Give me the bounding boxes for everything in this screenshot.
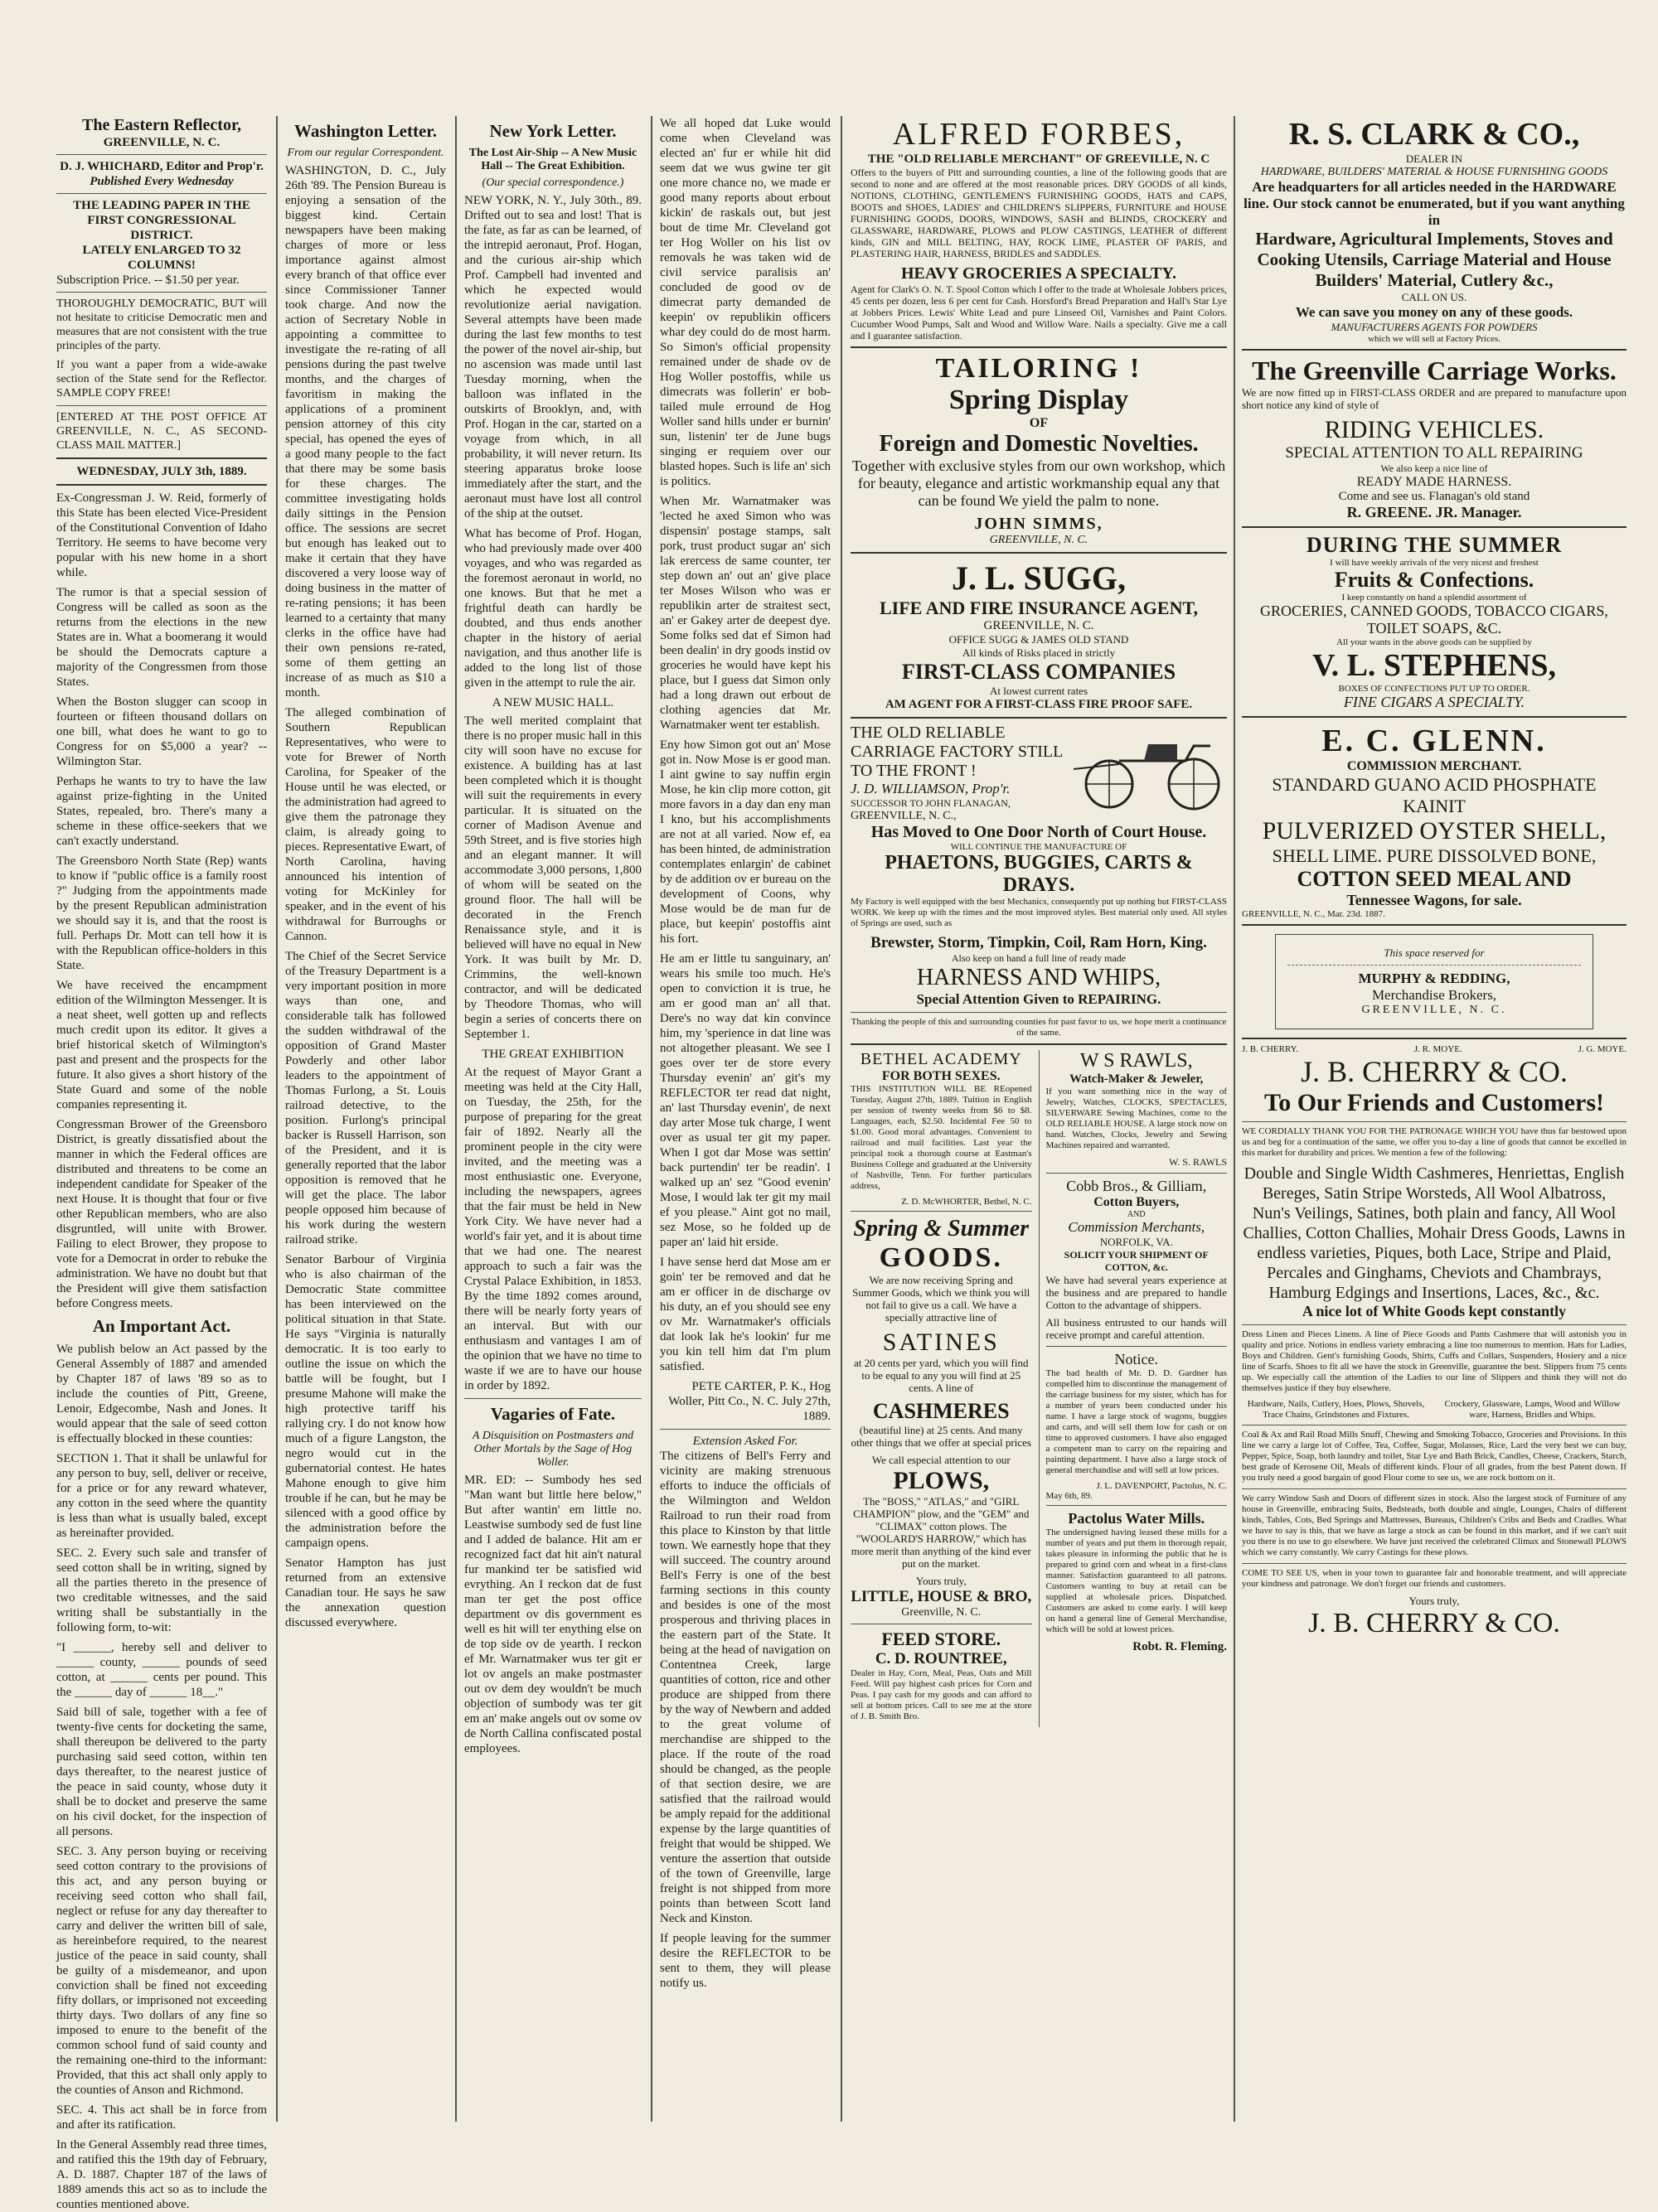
bethel-sign: Z. D. McWHORTER, Bethel, N. C.: [901, 1197, 1032, 1207]
sugg-rates: At lowest current rates: [989, 685, 1088, 697]
column-5-ads: [844, 116, 1234, 2122]
carriage-successor: SUCCESSOR TO JOHN FLANAGAN,: [851, 797, 1011, 809]
bethel-sub: FOR BOTH SEXES.: [881, 1069, 1001, 1083]
hog-woller-para: Eny how Simon got out an' Mose got in. Now Mose is er good man. I aint gwine to say nuffin ergin Mose, he kin clip more cotton, git more favors in a day dan eny man I kno, but his accomplishments are not at all varied. Now ef, ea has been hinted, de administration contemplates enlargin' de cabinet by de addition ov er bureau on the development of Coons, why Mose would be de man fur de place, but keepin' postoffis aint his fort.: [660, 738, 831, 946]
exhibition-heading: THE GREAT EXHIBITION: [482, 1048, 624, 1061]
satines: SATINES: [882, 1329, 1000, 1356]
washington-para: Senator Barbour of Virginia who is also chairman of the Democratic State committee has been interviewed on the political situation in that State. He says "Virginia is naturally democratic. It is too early to outline the issue on which the battle will be fought, but I presume Mahone will make the high protective tariff his rallying cry. I do not know how much of a figure Langston, the negro would cut in the gubernatorial contest. He hates Mahone enough to give him trouble if he can, but he may be silenced with a good office by the administration before the campaign opens.: [285, 1253, 446, 1550]
cherry-sign: J. B. CHERRY & CO.: [1308, 1608, 1560, 1638]
clark-dealer: DEALER IN: [1405, 152, 1463, 165]
gcw-title: The Greenville Carriage Works.: [1252, 356, 1617, 385]
partner-name: J. B. CHERRY.: [1242, 1044, 1298, 1054]
masthead-editor: D. J. WHICHARD, Editor and Prop'r.: [60, 160, 264, 173]
gcw-special: SPECIAL ATTENTION TO ALL REPAIRING: [1285, 444, 1583, 462]
carriage-body: My Factory is well equipped with the best Mechanics, consequently put up nothing but FIRST-CLASS WORK. We keep up with the times and the most improved styles. Best material only used. All styles of Springs are used, such as: [851, 897, 1227, 928]
carriage-factory-ad: [851, 724, 1227, 1038]
glenn-lime: SHELL LIME. PURE DISSOLVED BONE,: [1272, 845, 1597, 866]
forbes-agent: Agent for Clark's O. N. T. Spool Cotton which I offer to the trade at Wholesale Jobbers prices, 45 cents per dozen, less 6 per cent for Cash. Horsford's Bread Preparation and Hall's Star Lye at Jobbers Prices. Lewis' White Lead and pure Linseed Oil, Varnishes and Paint Colors. Cucumber Wood Pumps, Salt and Wood and Willow Ware. Nails a specialty. Give me a call and I guarantee satisfaction.: [851, 283, 1227, 341]
washington-para: Senator Hampton has just returned from an extensive Canadian tour. He says he saw the annexation question discussed everywhere.: [285, 1556, 446, 1629]
glenn-ad: [1242, 723, 1626, 919]
editorial-para: We have received the encampment edition of the Wilmington Messenger. It is a neat sheet, well gotten up and reflects much credit upon its editor. It gives a brief historical sketch of Wilmington's past and present and the prospects for the future. It also gives a short history of the State Guard and some of the noble companies representing it.: [56, 979, 267, 1111]
cashmeres: CASHMERES: [872, 1399, 1010, 1423]
editorial-para: The rumor is that a special session of Congress will be called as soon as the returns from the elections in the new States are in. What a boomerang it would be should the Democrats capture a majority of the Congressmen from those States.: [56, 586, 267, 689]
lhb-yours: Yours truly,: [915, 1575, 967, 1587]
act-para: We publish below an Act passed by the General Assembly of 1887 and amended by Chapter 187 of laws '89 so as to include the counties of Pitt, Greene, Lenoir, Edgecombe, Nash and Jones. It would appear that the sale of seed cotton is effectually blocked in these counties:: [56, 1343, 267, 1445]
act-para: Said bill of sale, together with a fee of twenty-five cents for docketing the same, shall thereupon be delivered to the party purchasing said seed cotton, within ten days thereafter, to the nearest justice of the peace in said county, whose duty it shall be to docket and preserve the same on his civil docket, for the inspection of all persons.: [56, 1706, 267, 1838]
forbes-tag: THE "OLD RELIABLE MERCHANT" OF GREEVILLE, N. C: [867, 152, 1210, 166]
spring-summer: Spring & Summer: [853, 1216, 1030, 1242]
tailoring-ad: [851, 353, 1227, 547]
rawls-ad: [1046, 1050, 1228, 1169]
clark-big: Hardware, Agricultural Implements, Stoves and Cooking Utensils, Carriage Material and House Builders' Material, Cutlery &c.,: [1255, 229, 1613, 290]
carriage-also: Also keep on hand a full line of ready made: [951, 952, 1127, 964]
feed-name: C. D. ROUNTREE,: [875, 1650, 1007, 1667]
foreign-novelties: Foreign and Domestic Novelties.: [879, 431, 1199, 457]
editorial-para: Ex-Congressman J. W. Reid, formerly of this State has been elected Vice-President of the Constitutional Convention of Idaho Territory. He seems to have become very popular with his new home in a short while.: [56, 491, 267, 579]
editorial-para: Perhaps he wants to try to have the law against prize-fighting in the United States, repealed, bro. There's many a scheme in these office-seekers that we can't exactly understand.: [56, 775, 267, 848]
left-ad-stack: [851, 1050, 1032, 1727]
carriage-springs: Brewster, Storm, Timpkin, Coil, Ram Horn, King.: [870, 934, 1207, 951]
satines-body: at 20 cents per yard, which you will find to be equal to any you will find at 25 cents. A line of: [854, 1357, 1029, 1394]
column-4: [653, 116, 837, 2122]
sugg-risks: All kinds of Risks placed in strictly: [962, 646, 1116, 659]
exhibition-para: At the request of Mayor Grant a meeting was held at the City Hall, on Tuesday, the 25th, for the purpose of preparing for the great fair of 1892. Nearly all the prominent people in the city were invited, and the meeting was a most enthusiastic one. Everyone, including the newspapers, agrees that the fair must be held in New York City. We have never had a world's fair yet, and it is about time that we had one. The nearest approach to such a fair was the Crystal Palace Exhibition, in 1853. By the time 1892 comes around, there will be nearly forty years of an interval. But with our enthusiasm and vantages I am of the opinion that we have no time to waste if we are to have our house in order by 1892.: [464, 1066, 642, 1392]
plows: PLOWS,: [893, 1467, 990, 1494]
feed-body: Dealer in Hay, Corn, Meal, Peas, Oats and Mill Feed. Will pay highest cash prices for Corn and Peas. I pay cash for my goods and can afford to sell at bottom prices. Call to see me at the store of J. B. Smith Bro.: [851, 1668, 1032, 1721]
music-hall-heading: A NEW MUSIC HALL.: [492, 696, 614, 709]
forbes-name: ALFRED FORBES,: [892, 117, 1185, 152]
sugg-first: FIRST-CLASS COMPANIES: [901, 660, 1176, 684]
masthead-place: GREENVILLE, N. C.: [103, 136, 221, 149]
cherry-groceries: Coal & Ax and Rail Road Mills Snuff, Chewing and Smoking Tobacco, Groceries and Provisions. In this line we carry a large lot of Coffee, Tea, Coffee, Sugar, Molasses, Rice, Lard the very best we can buy, Pepper, Spice, Soap, both laundry and toilet, Star Lye and Bath Brick, Candles, Cheese, Crackers, Starch, best grade of Kerosene Oil, Meals of different kinds. Flour of all grades, from the best Patent down. If you truly need a good bargain of good Flour come to see us, we are rock bottom on it.: [1242, 1430, 1626, 1483]
plows-body: The "BOSS," "ATLAS," and "GIRL CHAMPION" plow, and the "GEM" and "CLIMAX" cotton plows. The "WOOLARD'S HARROW," which has more merit than anything of the kind ever put on the market.: [851, 1495, 1031, 1570]
sugg-ad: [851, 559, 1227, 712]
partner-name: J. R. MOYE.: [1413, 1044, 1462, 1054]
notice-ad: [1046, 1351, 1228, 1501]
bethel-body: THIS INSTITUTION WILL BE REopened Tuesday, August 27th, 1889. Tuition in English per session of twenty weeks from $6 to $8. Languages, each, $2.50. Incidental Fee 50 to $1.00. Good moral advantages. Convenient to railroad and mail facilities. Last year the principal took a thorough course at Eastman's Business College and graduated at the University of Nashville, Tenn. For further particulars address,: [851, 1084, 1032, 1191]
feed-store: FEED STORE.: [881, 1629, 1001, 1649]
pactolus-title: Pactolus Water Mills.: [1068, 1510, 1205, 1527]
pactolus-body: The undersigned having leased these mills for a number of years and put them in thorough repair, takes pleasure in informing the public that he is prepared to grind corn and wheat in a first-class manner. Satisfaction guaranteed to all patrons. Customers wanting to buy at retail can be supplied at wholesale prices. Dispatched. Customers are asked to come early. I will keep on hand a general line of General Merchandise, which will be sold at lowest prices.: [1045, 1527, 1227, 1634]
clark-call: CALL ON US.: [1401, 291, 1467, 303]
hog-woller-para: When Mr. Warnatmaker was 'lected he axed Simon who was dispensin' postage stamps, salt pork, trust product sugar an' sich lak erercess de same counter, ter step down an' out an' give place ter Moses Wilson who was er republikin arter de straitest sect, an' er Gakey arter de deepest dye. Some folks sed dat ef Simon had been dealin' in dry goods instid ov groceries he would have kept his place, but I guess dat Simon only had a long drawn out erbout de clothing agencies dat Mr. Warnatmaker went ter establish.: [660, 495, 831, 732]
washington-para: The alleged combination of Southern Republican Representatives, who were to vote for Brewer of North Carolina, for Speaker of the House until he was elected, or the administration had agreed to give them the patronage they claim, is already going to pieces. Representative Ewart, of North Carolina, having announced his intention of voting for McKinley for speaker, and in the event of his withdrawal for Burroughs or Cannon.: [285, 706, 446, 943]
gcw-greene: R. GREENE. JR. Manager.: [1346, 504, 1522, 520]
cherry-yours: Yours truly,: [1408, 1595, 1460, 1607]
forbes-heavy: HEAVY GROCERIES A SPECIALTY.: [901, 264, 1176, 283]
gcw-keep: We also keep a nice line of: [1380, 462, 1488, 474]
sugg-office: OFFICE SUGG & JAMES OLD STAND: [948, 633, 1129, 646]
masthead-title: The Eastern Reflector,: [82, 116, 241, 134]
notice-sign: J. L. DAVENPORT, Pactolus, N. C.: [1096, 1481, 1227, 1491]
stephens-name: V. L. STEPHENS,: [1312, 648, 1556, 683]
washington-byline: From our regular Correspondent.: [287, 147, 444, 159]
notice-body: The bad health of Mr. D. D. Gardner has compelled him to discontinue the management of the carriage business for my sister, which has for a number of years been conducted under his name. I have a large stock of wagons, buggies and carts, and will sell them low for cash or on time to approved customers. I have also engaged a competent man to carry on the repairing and painting department. I have also a large stock of general merchandise and will sell at low prices.: [1045, 1368, 1227, 1475]
rawls-sign: W. S. RAWLS: [1169, 1156, 1227, 1168]
washington-para: WASHINGTON, D. C., July 26th '89. The Pension Bureau is enjoying a sensation of the biggest kind. Certain newspapers have been making charges of more or less importance against almost every branch of that office ever since Commissioner Tanner took charge. And now the action of Secretary Noble in appointing a committee to investigate the re-rating of all pensions during the past twelve months, and the charges of favoritism in making the applications of a prominent pension attorney of this city special, has opened the eyes of a good many people to the fact that there may be some basis for these charges. The committee investigating holds daily sittings in the Pension office. The sessions are secret but enough has leaked out to make it certain that they have discovered a very loose way of doing business in the matter of re-rating pensions; it has been learned to a certainty that many clerks in the office have had their own pensions re-rated, some of them getting an increase of as much as $10 a month.: [285, 164, 446, 699]
summer-sub: I will have weekly arrivals of the very nicest and freshest: [1330, 558, 1539, 568]
column-2: [279, 116, 453, 2122]
cherry-goods: Double and Single Width Cashmeres, Henriettas, English Bereges, Satin Stripe Worsteds, All Wool Albatross, Nun's Veilings, Satines, both plain and fancy, All Wool Challies, Cotton Challies, Mohair Dress Goods, Lawns in endless varieties, Piques, both Lace, Stripe and Plaid, Percales and Ginghams, Cheviots and Chambrays, Hamburg Edgings and Insertions, Laces, &c., &c.: [1243, 1164, 1626, 1302]
cherry-dress: Dress Linen and Pieces Linens. A line of Piece Goods and Pants Cashmere that will astonish you in quality and price. Notions in endless variety embracing a line too numerous to mention. Hats for Ladies, Boys and Children. Gent's furnishing Goods, Shirts, Cuffs and Collars, Suspenders, Hosiery and a nice line of Scarfs. Shoes to fit all we have the stock in Greenville, guarantee the best. Slippers from 75 cents up. We especially call the attention of the Ladies to our line of Slippers and think they will not do themselves justice if they buy elsewhere.: [1242, 1329, 1626, 1393]
notice-title: Notice.: [1114, 1351, 1158, 1367]
act-heading: An Important Act.: [92, 1316, 231, 1336]
cherry-window: We carry Window Sash and Doors of different sizes in stock. Also the largest stock of Furniture of any house in Greenville, embracing Suits, Bedsteads, both double and single, Lounges, Chairs of different kinds, Tables, Cots, Bed Springs and Mattresses, Bureaus, Children's Cribs and Beds and Cradles. What we have to say is this, that we have as large a stock as can be found in this market, and if we can't suit you there is no use to go elsewhere. We have just received the celebrated Climax and Stonewall PLOWS which we carry constantly. We carry Castings for these plows.: [1242, 1493, 1626, 1557]
lhb-name: LITTLE, HOUSE & BRO,: [851, 1588, 1032, 1605]
cherry-ad: [1242, 1044, 1626, 1639]
clark-ad: [1242, 116, 1626, 344]
hog-woller-para: He am er little tu sanguinary, an' wears his smile too much. He's open to conviction it is true, he am er good man an' all that. Dere's no way dat kin convince him, my 'sperience in dat line was not altogether pleasant. We see I goes over ter de store every Thursday evenin' an' git's my REFLECTOR ter read dat night, an' last Thursday evenin', de next day arter Mose tuk charge, I went over as usual ter git my paper. When I got dar Mose was settin' back purtendin' ter be readin'. I walked up an' sez "Good evenin' Mose, I would lak ter git my mail ef you please." Aint got no mail, sez Mose, so he folded up de paper an' laid hit erside.: [660, 952, 831, 1249]
masthead-enlarged: LATELY ENLARGED TO 32 COLUMNS!: [82, 244, 241, 272]
boxes: BOXES OF CONFECTIONS PUT UP TO ORDER.: [1338, 684, 1530, 694]
sugg-name: J. L. SUGG,: [951, 559, 1127, 597]
extension-para: If people leaving for the summer desire the REFLECTOR to be sent to them, they will please notify us.: [660, 1932, 831, 1990]
feed-store-ad: [851, 1629, 1032, 1722]
spring-display: Spring Display: [948, 385, 1129, 415]
gcw-body: We are now fitted up in FIRST-CLASS ORDER and are prepared to manufacture upon short notice any kind of style of: [1242, 386, 1626, 411]
vagaries-deck: A Disquisition on Postmasters and Other Mortals by the Sage of Hog Woller.: [472, 1430, 634, 1469]
groceries: GROCERIES, CANNED GOODS, TOBACCO CIGARS, TOILET SOAPS, &C.: [1260, 603, 1608, 636]
fruits: Fruits & Confections.: [1334, 568, 1534, 592]
act-para: In the General Assembly read three times, and ratified this the 19th day of February, A. D. 1887. Chapter 187 of the laws of 1889 amends this act so as to include the counties mentioned above.: [56, 2138, 267, 2211]
hog-woller-para: I have sense herd dat Mose am er goin' ter be removed and dat he am er officer in de discharge ov his duty, an ef you should see eny ov Mr. Warnatmaker's officials dat look lak he's lookin' fur me you kin tell him dat I'm plum satisfied.: [660, 1256, 831, 1373]
editorial-para: Congressman Brower of the Greensboro District, is greatly dissatisfied about the manner in which the Federal offices are distributed and threatens to be come an independent candidate for Speaker of the next House. It is thought that four or five other Republican members, who are also disgruntled, will unite with Brower. Failing to elect Brower, they propose to vote for a Democrat in order to rebuke the administration. We have no doubt but that the President will give them satisfaction before Congress meets.: [56, 1118, 267, 1310]
cherry-name: J. B. CHERRY & CO.: [1301, 1055, 1568, 1088]
cobb-body: We have had several years experience at the business and are prepared to handle Cotton to the advantage of shippers.: [1045, 1274, 1227, 1311]
sugg-place: GREENVILLE, N. C.: [983, 619, 1094, 632]
glenn-wagons: Tennessee Wagons, for sale.: [1346, 892, 1522, 908]
column-1: [50, 116, 274, 2211]
cobb-name: Cobb Bros., & Gilliam,: [1066, 1178, 1207, 1194]
clark-name: R. S. CLARK & CO.,: [1288, 117, 1580, 152]
hog-woller-para: We all hoped dat Luke would come when Cleveland was elected an' fur er while hit did seem dat we wus gwine ter git one more chance no, we made er good many reports about erbout kickin' de raskals out, but jest bout de time Mr. Cleveland got ter Hog Woller on his list ov removals he was taken wid de civil service paralisis an' concluded de good ov de dimecrat party demanded de keepin' ov republikin officers whar dey could do de most harm. So Simon's official propensity remained under de shade ov de Hog Woller postoffis, while us dimecrats was follerin' er bob-tailed mule erround de Hog Woller sand hills under er burnin' sun, listenin' ter de June bugs singing er requiem over our blasted hopes. Such is life an' sich is politics.: [660, 117, 831, 488]
carriage-moved: Has Moved to One Door North of Court House.: [870, 823, 1207, 841]
clark-factory: which we will sell at Factory Prices.: [1368, 334, 1500, 344]
carriage-repair: Special Attention Given to REPAIRING.: [916, 991, 1161, 1007]
tailoring-body: Together with exclusive styles from our own workshop, which for beauty, elegance and artistic workmanship equal any that can be found We yield the palm to none.: [851, 457, 1226, 509]
cobb-ad: [1046, 1178, 1228, 1341]
clark-line: HARDWARE, BUILDERS' MATERIAL & HOUSE FURNISHING GOODS: [1260, 166, 1608, 178]
buggy-illustration: [1069, 736, 1227, 811]
washington-letter-heading: Washington Letter.: [294, 121, 437, 141]
right-ad-stack: [1046, 1050, 1228, 1727]
murphy-redding-ad: [1275, 934, 1593, 1029]
column-6-ads: [1235, 116, 1633, 2122]
carriage-prop: J. D. WILLIAMSON, Prop'r.: [851, 781, 1011, 796]
notice-date: May 6th, 89.: [1045, 1491, 1093, 1501]
cashmeres-body: (beautiful line) at 25 cents. And many other things that we offer at special prices: [851, 1424, 1031, 1449]
act-para: SEC. 4. This act shall be in force from and after its ratification.: [56, 2103, 267, 2132]
murphy-brokers: Merchandise Brokers,: [1371, 987, 1497, 1003]
rawls-body: If you want something nice in the way of Jewelry, Watches, CLOCKS, SPECTACLES, SILVERWARE Sewing Machines, come to the OLD RELIABLE HOUSE. A large stock now on hand. Watches, Clocks, Jewelry and Sewing Machines repaired and warranted.: [1045, 1087, 1227, 1150]
glenn-guano: STANDARD GUANO ACID PHOSPHATE KAINIT: [1272, 774, 1597, 816]
music-hall-para: The well merited complaint that there is no proper music hall in this city will soon have no excuse for existence. A building has at last been completed which it is thought will suit the requirements in every particular. It is situated on the corner of Madison Avenue and 59th Street, and is five stories high and an elegant manner. It will accommodate 3,000 persons, 1,800 of whom will be seated on the ground floor. The hall will be decorated in the French Renaissance style, and it is believed will have no equal in New York. It was built by Mr. D. Crimmins, the well-known contractor, and will be dedicated by Theodore Thomas, who will begin a series of concerts there on September 1.: [464, 714, 642, 1041]
column-3: [458, 116, 648, 2122]
pactolus-sign: Robt. R. Fleming.: [1132, 1640, 1227, 1653]
masthead-democratic: THOROUGHLY DEMOCRATIC, BUT will not hesitate to criticise Democratic men and measures that are not consistent with the true principles of the party.: [56, 298, 267, 352]
glenn-cotton: COTTON SEED MEAL AND: [1297, 867, 1572, 891]
act-para: SEC. 3. Any person buying or receiving seed cotton contrary to the provisions of this act, and any person buying or receiving seed cotton who shall fail, neglect or refuse for any day thereafter to carry and deliver the written bill of sale, as hereinbefore required, to the nearest justice of the peace in said county, shall be guilty of a misdemeanor, and upon conviction shall be fined not exceeding fifty dollars, or imprisoned not exceeding thirty days. Two dollars of any fine so imposed to enure to the benefit of the common school fund of said county and the remaining one-third to the informant: Provided, that this act shall only apply to the counties of Anson and Richmond.: [56, 1845, 267, 2097]
bethel-academy-ad: [851, 1050, 1032, 1207]
spring-summer-ad: [851, 1216, 1032, 1619]
act-para: "I ______, hereby sell and deliver to ______ county, ______ pounds of seed cotton, at ______ cents per pound. This the ______ day of ______ 18__.": [56, 1641, 267, 1699]
cobb-place: NORFOLK, VA.: [1099, 1236, 1173, 1248]
editorial-para: When the Boston slugger can scoop in fourteen or fifteen thousand dollars on one bill, what does he want to go to Congress for on $5,000 a year? -- Wilmington Star.: [56, 695, 267, 768]
rawls-tag: Watch-Maker & Jeweler,: [1069, 1072, 1204, 1086]
gcw-ready: READY MADE HARNESS.: [1356, 475, 1512, 489]
act-para: SECTION 1. That it shall be unlawful for any person to buy, sell, deliver or receive, for a price or for any reward whatever, any cotton in the seed where the quantity is less than what is usually baled, except as hereinafter provided.: [56, 1452, 267, 1540]
forbes-body: Offers to the buyers of Pitt and surrounding counties, a line of the following goods that are second to none and are offered at the most reasonable prices. DRY GOODS of all kinds, NOTIONS, CLOTHING, GENTLEMEN'S FURNISHING GOODS, HATS and CAPS, BOOTS and SHOES, LADIES' and CHILDREN'S SLIPPERS, FURNITURE and HOUSE FURNISHING GOODS, DOORS, WINDOWS, SASH and BLINDS, CROCKERY and GLASSWARE, HARDWARE, PLOWS and PLOW CASTINGS, LEATHER of different kinds, GIN and MILL BELTING, HAY, ROCK LIME, PLASTER OF PARIS, and PLASTERING HAIR, HARNESS, BRIDLES and SADDLES.: [851, 167, 1227, 259]
cobb-body2: All business entrusted to our hands will receive prompt and careful attention.: [1045, 1316, 1227, 1341]
carriage-harness: HARNESS AND WHIPS,: [916, 965, 1161, 990]
simms-place: GREENVILLE, N. C.: [989, 534, 1088, 546]
gcw-come: Come and see us. Flanagan's old stand: [1338, 490, 1530, 503]
carriage-place: GREENVILLE, N. C.,: [851, 810, 957, 822]
glenn-date: GREENVILLE, N. C., Mar. 23d. 1887.: [1242, 909, 1385, 919]
pactolus-ad: [1046, 1510, 1228, 1654]
washington-para: The Chief of the Secret Service of the Treasury Department is a very important position in more ways than one, and considerable talk has followed the sudden withdrawal of the opposition of Grand Master Powderly and other labor leaders to the appointment of Thomas Furlong, a St. Louis railroad detective, to the position. Furlong's principal backer is Russell Harrison, son of the President, and it is generally reported that the labor opposition is removed that he will get the place. The labor people opposed him because of his work during the western railroad strike.: [285, 950, 446, 1246]
sugg-tag: LIFE AND FIRE INSURANCE AGENT,: [879, 598, 1199, 618]
summer-title: DURING THE SUMMER: [1306, 533, 1563, 557]
new-york-letter-heading: New York Letter.: [489, 121, 617, 141]
cherry-partners: [1242, 1044, 1626, 1054]
murphy-name: MURPHY & REDDING,: [1358, 970, 1510, 986]
extension-heading: Extension Asked For.: [692, 1435, 798, 1448]
lhb-place: Greenville, N. C.: [901, 1606, 982, 1619]
masthead-entered: [ENTERED AT THE POST OFFICE AT GREENVILLE, N. C., AS SECOND-CLASS MAIL MATTER.]: [56, 411, 267, 452]
cherry-hw-right: Crockery, Glassware, Lamps, Wood and Willow ware, Harness, Bridles and Whips.: [1444, 1399, 1621, 1420]
cherry-friends: To Our Friends and Customers!: [1263, 1089, 1605, 1116]
carriage-head: THE OLD RELIABLE CARRIAGE FACTORY STILL TO THE FRONT !: [851, 724, 1063, 780]
of-label: OF: [1029, 416, 1049, 430]
extension-para: The citizens of Bell's Ferry and vicinity are making strenuous efforts to induce the officials of the Wilmington and Weldon Railroad to run their road from this place to Kinston by that little town. We earnestly hope that they will succeed. The country around Bell's Ferry is one of the best farming sections in this county and besides is one of the most prosperous and thriving places in the eastern part of the State. It being at the head of navigation on Contentnea Creek, large quantities of cotton, rice and other produce are shipped from there by the way of Newbern and added to the great volume of merchandise are shipped to the place. If the route of the road should be changed, as the people of that section desire, we are satisfied that the railroad would be amply repaid for the additional expense by the large quantities of freight that would be shipped. We venture the assertion that outside of the town of Greenville, large freight is not shipped from more points than between Scott land Neck and Kinston.: [660, 1450, 831, 1925]
wants: All your wants in the above goods can be supplied by: [1336, 637, 1532, 647]
vagaries-heading: Vagaries of Fate.: [490, 1404, 616, 1424]
glenn-tag: COMMISSION MERCHANT.: [1346, 759, 1522, 773]
carriage-continue: WILL CONTINUE THE MANUFACTURE OF: [950, 842, 1127, 852]
act-para: SEC. 2. Every such sale and transfer of seed cotton shall be in writing, signed by all the parties thereto in the presence of two creditable witnesses, and the said writing shall be substantially in the following form, to-wit:: [56, 1546, 267, 1634]
new-york-para: What has become of Prof. Hogan, who had previously made over 400 voyages, and who was regarded as the foremost aeronaut in world, no one knows. But that he met a frightful death can hardly be doubted, and thus ends another chapter in the history of aerial navigation, and thus another life is added to the long list of those given in the attempt to rule the air.: [464, 527, 642, 690]
carriage-list: PHAETONS, BUGGIES, CARTS & DRAYS.: [885, 852, 1193, 896]
cobb-and: AND: [1127, 1210, 1146, 1219]
cobb-commission: Commission Merchants,: [1068, 1219, 1205, 1235]
issue-date: WEDNESDAY, JULY 3th, 1889.: [76, 465, 247, 478]
simms-name: JOHN SIMMS,: [974, 515, 1103, 533]
cherry-thanks: WE CORDIALLY THANK YOU FOR THE PATRONAGE WHICH YOU have thus far bestowed upon us and beg for a continuation of the same, we offer you to-day a line of goods that cannot be excelled in this market for durability and prices. We mention a few of the following:: [1242, 1126, 1626, 1158]
carriage-thanks: Thanking the people of this and surrounding counties for past favor to us, we hope merit a continuance of the same.: [851, 1017, 1227, 1038]
new-york-para: NEW YORK, N. Y., July 30th., 89. Drifted out to sea and lost! That is the fate, as far as can be learned, of the intrepid aeronaut, Prof. Hogan, and the curious air-ship which Prof. Campbell had invented and which he expected would revolutionize aerial navigation. Several attempts have been made during the last few months to test the power of the novel air-ship, but no ascension was made until last Tuesday morning, when the balloon was inflated in the outskirts of Brooklyn, and, with Prof. Hogan in the car, started on a voyage from which, in all probability, it will never return. Its steering apparatus broke loose immediately after the start, and the aeronaut must have lost all control of the ship at the outset.: [464, 194, 642, 520]
clark-head: Are headquarters for all articles needed in the HARDWARE line. Our stock cannot be enumerated, but if you want anything in: [1244, 179, 1625, 228]
cigars: FINE CIGARS A SPECIALTY.: [1343, 694, 1525, 710]
goods: GOODS.: [879, 1242, 1003, 1273]
cherry-come: COME TO SEE US, when in your town to guarantee fair and honorable treatment, and will appreciate your kindness and patronage. We don't forget our friends and customers.: [1242, 1568, 1626, 1589]
new-york-byline: (Our special correspondence.): [482, 177, 624, 189]
vagaries-para: MR. ED: -- Sumbody hes sed "Man want but little here below," But after wantin' em little no. Leastwise sumbody sed de fust line and I added de balance. Hit am er recognized fact dat hit ain't natural fur mankind ter be satisfied wid evrything. An I reckon dat de fust man ter get the post office department ov dis government es well es hit will ter enything else on de top side ov de yearth. I reckon ef Mr. Warnatmaker wus ter git er lot ov angels an make postmaster out ov dem dey wouldn't be much objection of sumbody was ter git em an' make angels out ov some ov de North Callina confiscated postal employees.: [464, 1474, 642, 1755]
stephens-ad: [1242, 533, 1626, 711]
masthead-subscription: Subscription Price. -- $1.50 per year.: [56, 273, 240, 287]
reserved-label: This space reserved for: [1384, 946, 1485, 959]
editorial-para: The Greensboro North State (Rep) wants to know if "public office is a family roost ?" Judging from the appointments made by the present Republican administration we should say it is, and that the roost is full. Perhaps Dr. Mott can tell how it is with the Republican office-holders in this State.: [56, 854, 267, 972]
masthead-leading: THE LEADING PAPER IN THE FIRST CONGRESSIONAL DISTRICT.: [73, 199, 250, 242]
murphy-place: GREENVILLE, N. C.: [1361, 1004, 1507, 1016]
hog-woller-signature: PETE CARTER, P. K., Hog Woller, Pitt Co., N. C. July 27th, 1889.: [668, 1380, 831, 1423]
forbes-ad: [851, 116, 1227, 341]
greenville-carriage-works-ad: [1242, 356, 1626, 521]
cobb-cotton: Cotton Buyers,: [1093, 1195, 1180, 1209]
gcw-riding: RIDING VEHICLES.: [1324, 416, 1544, 443]
clark-save: We can save you money on any of these goods.: [1295, 304, 1573, 320]
glenn-name: E. C. GLENN.: [1321, 724, 1547, 758]
cherry-white: A nice lot of White Goods kept constantly: [1302, 1303, 1567, 1319]
summer-keep: I keep constantly on hand a splendid assortment of: [1341, 593, 1527, 603]
rawls-name: W S RAWLS,: [1079, 1050, 1193, 1072]
cobb-solicit: SOLICIT YOUR SHIPMENT OF COTTON, &c.: [1064, 1249, 1209, 1273]
masthead-sample: If you want a paper from a wide-awake section of the State send for the Reflector. SAMPLE COPY FREE!: [56, 359, 267, 399]
masthead-published: Published Every Wednesday: [90, 175, 234, 188]
goods-body: We are now receiving Spring and Summer Goods, which we think you will not fail to give us a call. We have a specially attractive line of: [852, 1274, 1030, 1324]
clark-agents: MANUFACTURERS AGENTS FOR POWDERS: [1331, 321, 1538, 333]
cherry-hw-left: Hardware, Nails, Cutlery, Hoes, Plows, Shovels, Trace Chains, Grindstones and Fixtures.: [1247, 1399, 1425, 1420]
plows-pre: We call especial attention to our: [871, 1454, 1011, 1466]
glenn-oyster: PULVERIZED OYSTER SHELL,: [1262, 817, 1607, 845]
cherry-hardware: [1242, 1399, 1626, 1421]
sugg-safe: AM AGENT FOR A FIRST-CLASS FIRE PROOF SAFE.: [885, 698, 1193, 711]
partner-name: J. G. MOYE.: [1578, 1044, 1626, 1054]
tailoring-title: TAILORING !: [935, 353, 1142, 384]
bethel-title: BETHEL ACADEMY: [860, 1050, 1022, 1068]
new-york-deck: The Lost Air-Ship -- A New Music Hall -- The Great Exhibition.: [468, 147, 638, 172]
